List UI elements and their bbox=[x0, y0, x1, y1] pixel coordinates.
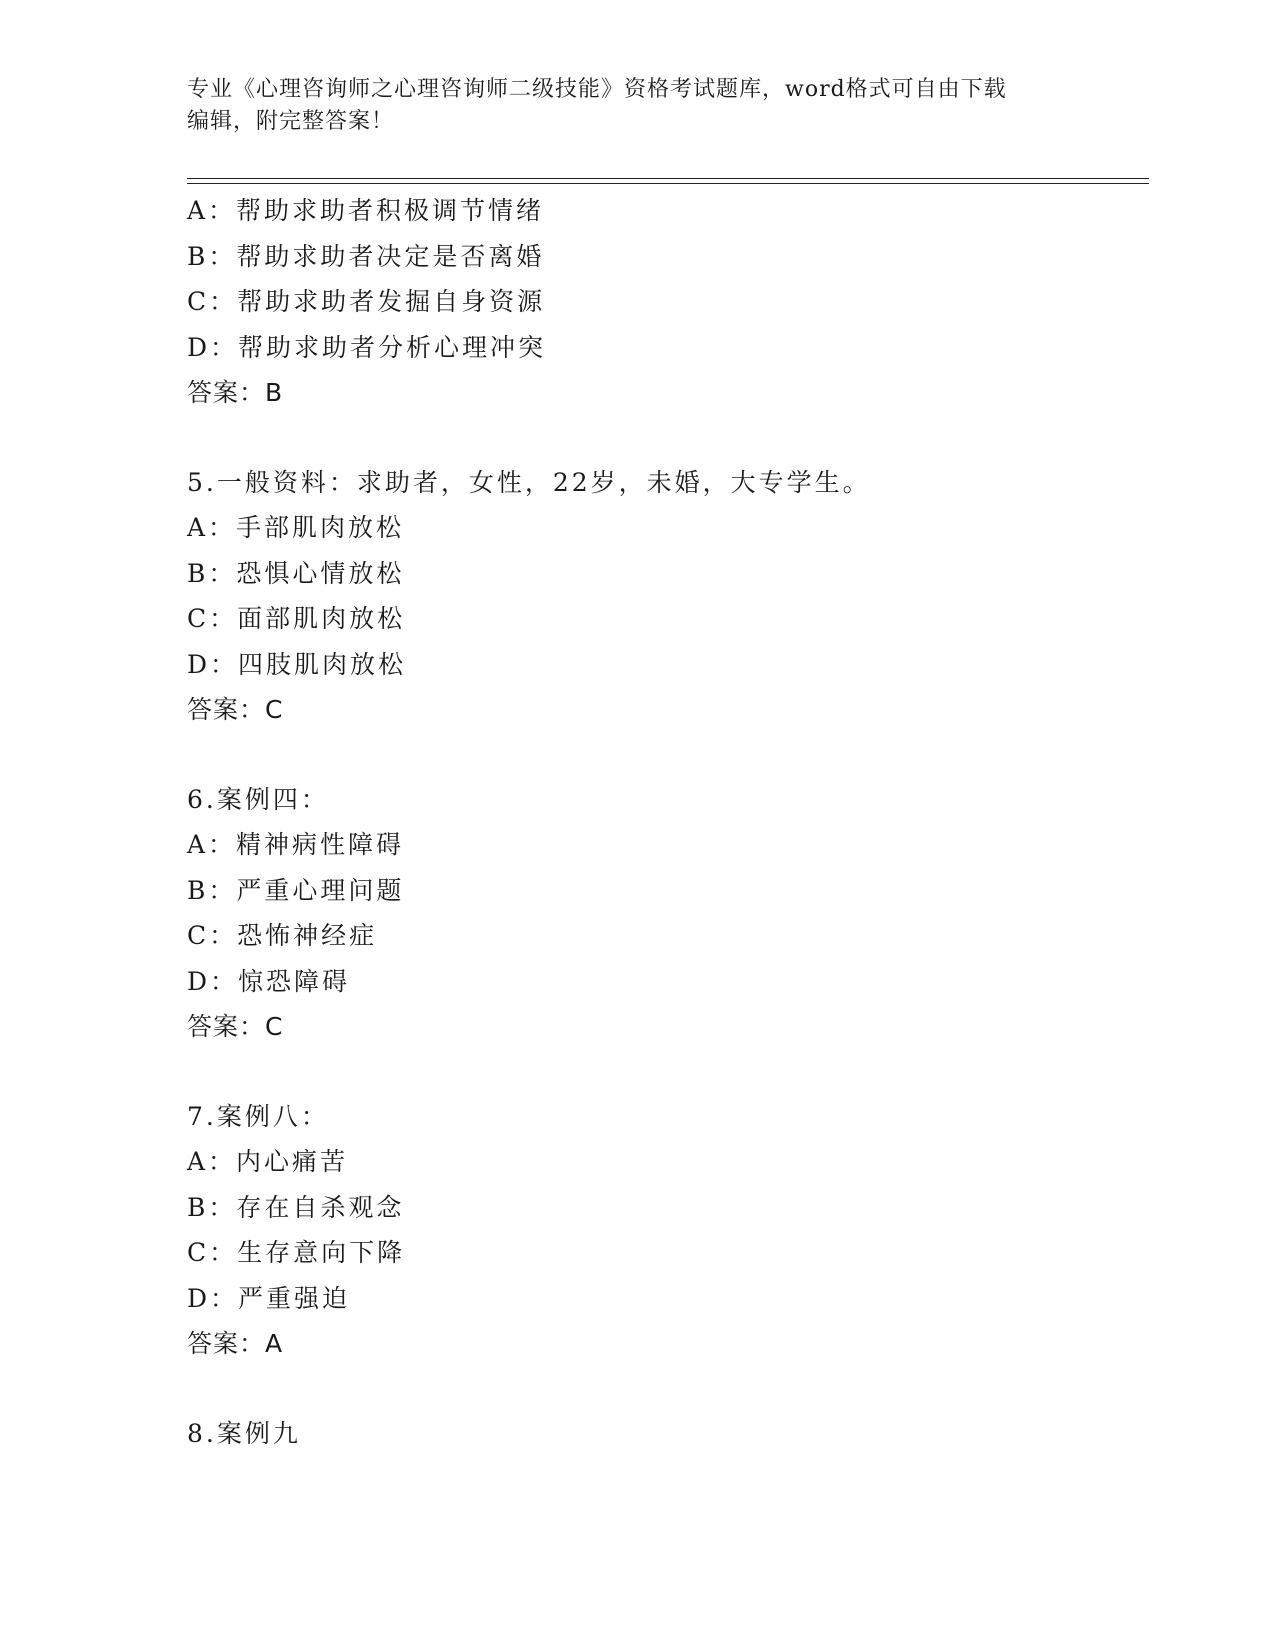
question-6-option-a: A：精神病性障碍 bbox=[187, 830, 405, 859]
question-4-option-d: D：帮助求助者分析心理冲突 bbox=[187, 332, 547, 362]
question-6-option-b: B：严重心理问题 bbox=[187, 875, 405, 905]
header-divider-bottom bbox=[187, 183, 1149, 184]
header-line-2: 编辑，附完整答案！ bbox=[187, 109, 395, 134]
question-4-option-c: C：帮助求助者发掘自身资源 bbox=[187, 287, 546, 316]
question-5-answer: 答案：C bbox=[187, 695, 284, 724]
question-7-option-b: B：存在自杀观念 bbox=[187, 1192, 405, 1222]
question-5-option-a: A：手部肌肉放松 bbox=[187, 513, 405, 542]
question-6-title: 6.案例四： bbox=[187, 784, 329, 814]
question-6-option-d: D：惊恐障碍 bbox=[187, 966, 351, 996]
question-5-title: 5.一般资料：求助者，女性，22岁，未婚，大专学生。 bbox=[187, 467, 871, 497]
question-list bbox=[187, 188, 1147, 1456]
question-4-option-b: B：帮助求助者决定是否离婚 bbox=[187, 241, 545, 271]
question-5-option-b: B：恐惧心情放松 bbox=[187, 558, 405, 588]
question-4-answer: 答案：B bbox=[187, 378, 284, 407]
question-5-option-d: D：四肢肌肉放松 bbox=[187, 649, 407, 679]
document-header bbox=[187, 74, 1067, 138]
question-8-title: 8.案例九 bbox=[187, 1418, 301, 1448]
question-7-answer: 答案：A bbox=[187, 1329, 284, 1358]
spacer bbox=[187, 1050, 1147, 1094]
spacer bbox=[187, 1367, 1147, 1411]
question-8-block bbox=[187, 1411, 1147, 1457]
header-line-1: 专业《心理咨询师之心理咨询师二级技能》资格考试题库，word格式可自由下载 bbox=[187, 77, 1007, 102]
question-7-block bbox=[187, 1094, 1147, 1367]
question-4-option-a: A：帮助求助者积极调节情绪 bbox=[187, 196, 545, 225]
header-divider-top bbox=[187, 178, 1149, 179]
question-6-answer: 答案：C bbox=[187, 1012, 284, 1041]
question-6-block bbox=[187, 777, 1147, 1050]
question-5-option-c: C：面部肌肉放松 bbox=[187, 604, 406, 633]
spacer bbox=[187, 733, 1147, 777]
question-7-option-c: C：生存意向下降 bbox=[187, 1238, 406, 1267]
question-4-block bbox=[187, 188, 1147, 416]
question-7-option-a: A：内心痛苦 bbox=[187, 1147, 349, 1176]
spacer bbox=[187, 416, 1147, 460]
question-6-option-c: C：恐怖神经症 bbox=[187, 921, 378, 950]
question-7-title: 7.案例八： bbox=[187, 1101, 329, 1131]
question-5-block bbox=[187, 460, 1147, 733]
question-7-option-d: D：严重强迫 bbox=[187, 1283, 351, 1313]
